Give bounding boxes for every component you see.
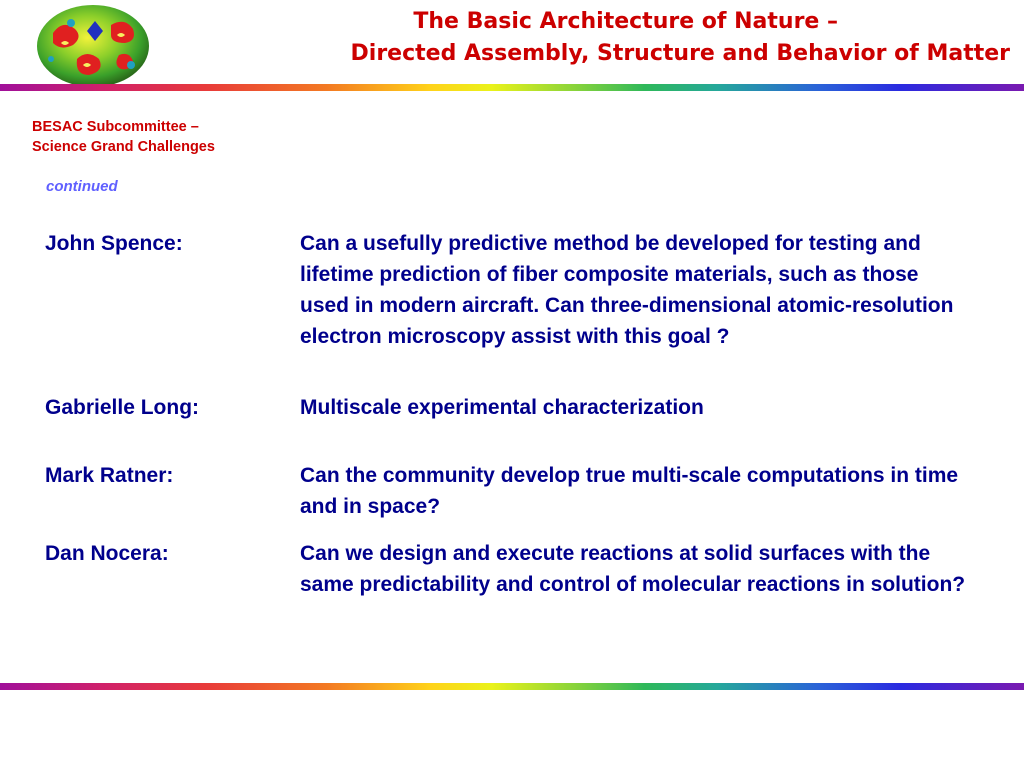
rainbow-divider-top — [0, 84, 1024, 91]
title-line-1: The Basic Architecture of Nature – — [413, 9, 838, 34]
entry-question: Can the community develop true multi-scale computations in time and in space? — [300, 464, 959, 518]
subcommittee-label — [32, 117, 215, 157]
entry-question: Multiscale experimental characterization — [300, 396, 704, 419]
entry-question: Can a usefully predictive method be developed for testing and lifetime prediction of fiber composite materials, such as those used in modern aircraft. Can three-dimensional atomic-resolution electron microscopy assist with this goal ? — [300, 232, 954, 348]
entry-name: Gabrielle Long: — [45, 396, 200, 419]
title-line-2: Directed Assembly, Structure and Behavior of Matter — [350, 41, 1010, 66]
rainbow-divider-bottom — [0, 683, 1024, 690]
subcommittee-line-1: BESAC Subcommittee – — [32, 119, 199, 135]
entry-question: Can we design and execute reactions at solid surfaces with the same predictability and control of molecular reactions in solution? — [300, 542, 966, 596]
subcommittee-line-2: Science Grand Challenges — [32, 139, 215, 155]
continued-label: continued — [46, 178, 118, 195]
slide-title — [110, 6, 1010, 70]
entry-name: Mark Ratner: — [45, 464, 174, 487]
entry-name: Dan Nocera: — [45, 542, 169, 565]
entry-name: John Spence: — [45, 232, 183, 255]
